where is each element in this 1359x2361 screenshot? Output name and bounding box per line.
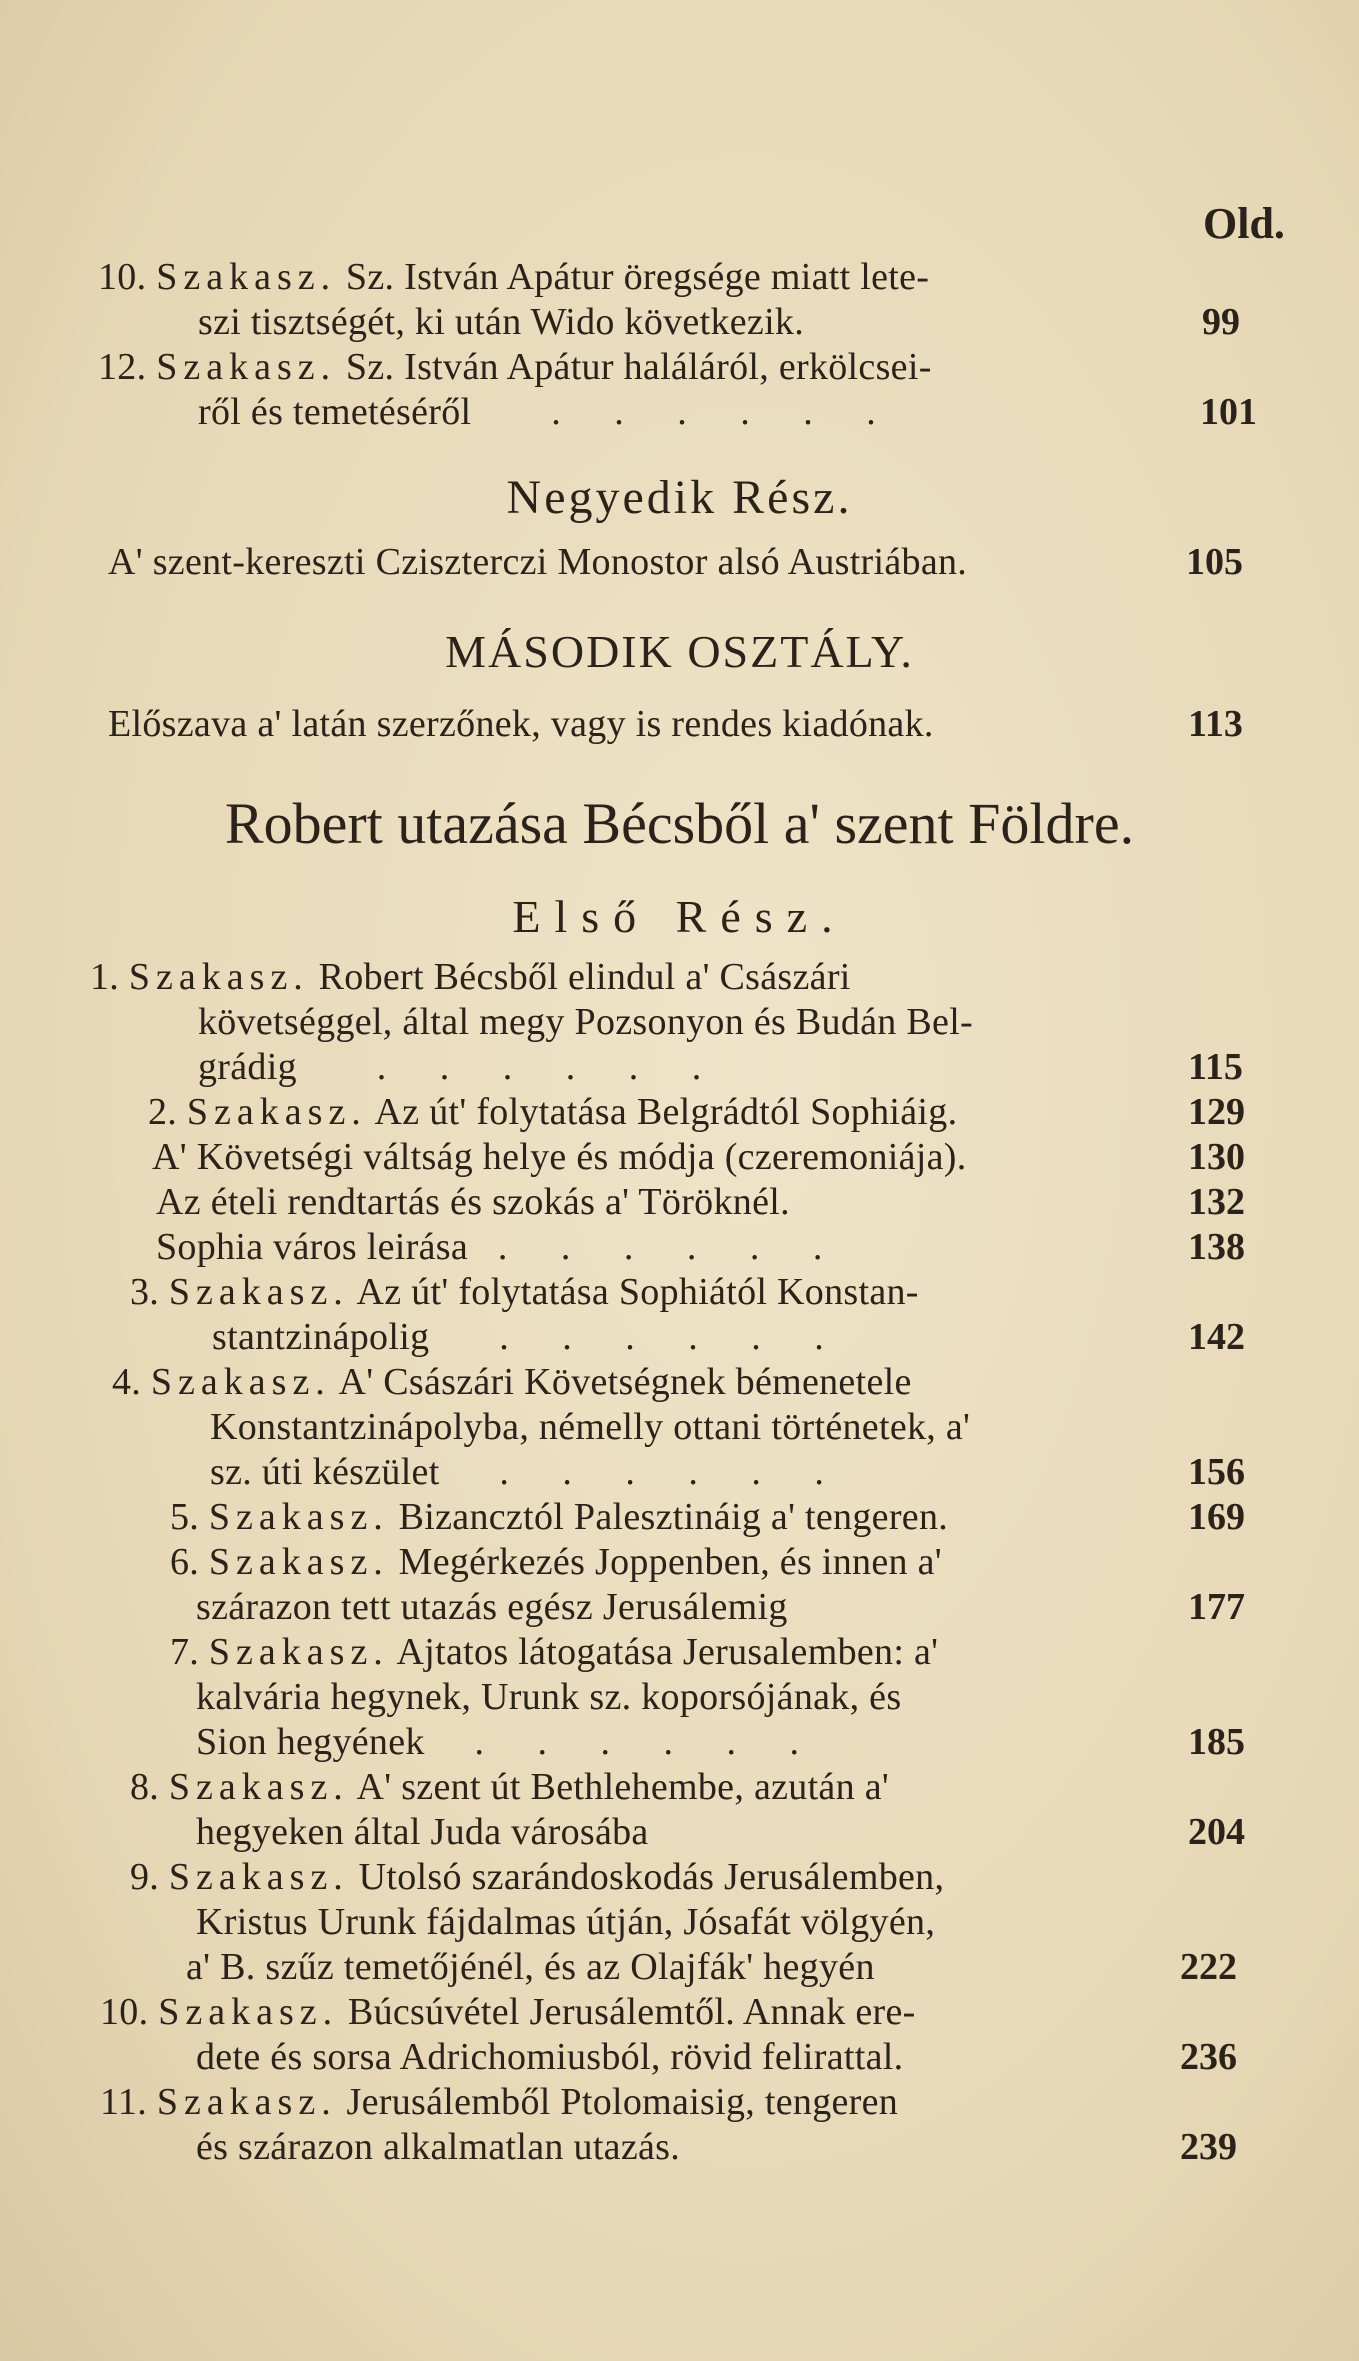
entry-number: 4. (112, 1361, 142, 1403)
entry-label: Szakasz. (158, 1991, 339, 2033)
entry-number: 7. (170, 1631, 200, 1673)
entry-number: 12. (98, 346, 147, 388)
toc-entry-10-line-1 (98, 255, 929, 299)
toc-entry-1-line-3 (198, 1045, 723, 1089)
entry-text: Sz. István Apátur öregsége miatt lete- (345, 256, 930, 298)
entry-page-number: 236 (1180, 2036, 1237, 2078)
entry-number: 9. (130, 1856, 160, 1898)
entry-page-number: 99 (1202, 301, 1240, 343)
toc-entry-5 (170, 1495, 948, 1539)
entry-number: 1. (90, 956, 120, 998)
entry-text: hegyeken által Juda városába (196, 1811, 649, 1853)
entry-page-number: 101 (1200, 391, 1257, 433)
entry-page-number: 177 (1188, 1586, 1245, 1628)
entry-text: Ajtatos látogatása Jerusalemben: a' (396, 1631, 939, 1673)
entry-number: 5. (170, 1496, 200, 1538)
dot-leader: . . . . . . (499, 1316, 846, 1358)
entry-label: Szakasz. (168, 1271, 349, 1313)
part-heading: Első Rész. (512, 891, 847, 942)
toc-entry-1-line-2: követséggel, által megy Pozsonyon és Budán Bel- (198, 1001, 974, 1043)
entry-label: Szakasz. (208, 1496, 389, 1538)
toc-entry-9-line-1 (130, 1855, 944, 1899)
main-title: Robert utazása Bécsből a' szent Földre. (224, 791, 1135, 856)
toc-entry-2 (148, 1090, 957, 1134)
entry-text: Búcsúvétel Jerusálemtől. Annak ere- (347, 1991, 916, 2033)
entry-text: ről és temetéséről (198, 391, 472, 433)
entry-page-number: 185 (1188, 1721, 1245, 1763)
entry-page-number: 222 (1180, 1946, 1237, 1988)
entry-text: A' Császári Követségnek bémenetele (338, 1361, 912, 1403)
dot-leader: . . . . . . (497, 1226, 845, 1268)
entry-label: Szakasz. (208, 1631, 389, 1673)
entry-label: Szakasz. (128, 956, 309, 998)
page-column-label: Old. (1203, 199, 1285, 248)
toc-entry-ransom: A' Követségi váltság helye és módja (czeremoniája). (152, 1136, 967, 1178)
dot-leader: . . . . . . (551, 391, 898, 433)
entry-page-number: 142 (1188, 1316, 1245, 1358)
entry-label: Szakasz. (156, 2081, 337, 2123)
entry-page-number: 115 (1188, 1046, 1243, 1088)
entry-label: Szakasz. (168, 1766, 349, 1808)
toc-entry-4-line-2: Konstantzinápolyba, némelly ottani történetek, a' (210, 1406, 971, 1448)
entry-text: Jerusálemből Ptolomaisig, tengeren (346, 2081, 899, 2123)
toc-entry-sophia (156, 1225, 844, 1269)
entry-number: 2. (148, 1091, 178, 1133)
entry-number: 10. (100, 1991, 149, 2033)
entry-text: Az út' folytatása Belgrádtól Sophiáig. (374, 1091, 958, 1133)
toc-entry-6-line-1 (170, 1540, 942, 1584)
entry-page-number: 239 (1180, 2126, 1237, 2168)
dot-leader: . . . . . . (499, 1451, 846, 1493)
toc-entry-preface: Előszava a' latán szerzőnek, vagy is rendes kiadónak. (108, 703, 934, 745)
toc-entry-7-line-2: kalvária hegynek, Urunk sz. koporsójának, és (196, 1676, 902, 1718)
toc-entry-monastery: A' szent-kereszti Cziszterczi Monostor alsó Austriában. (108, 541, 968, 583)
entry-text: Sz. István Apátur haláláról, erkölcsei- (345, 346, 932, 388)
entry-label: Szakasz. (208, 1541, 389, 1583)
toc-entry-11-line-1 (100, 2080, 898, 2124)
toc-entry-1-line-1 (90, 955, 851, 999)
entry-text: Megérkezés Joppenben, és innen a' (398, 1541, 942, 1583)
entry-number: 6. (170, 1541, 200, 1583)
dot-leader: . . . . . . (376, 1046, 724, 1088)
entry-page-number: 169 (1188, 1496, 1245, 1538)
toc-entry-7-line-1 (170, 1630, 938, 1674)
dot-leader: . . . . . . (474, 1721, 822, 1763)
entry-number: 8. (130, 1766, 160, 1808)
entry-label: Szakasz. (150, 1361, 331, 1403)
entry-page-number: 105 (1186, 541, 1243, 583)
entry-page-number: 130 (1188, 1136, 1245, 1178)
toc-entry-7-line-3 (196, 1720, 821, 1764)
entry-text: Sion hegyének (196, 1721, 425, 1763)
entry-text: A' szent út Bethlehembe, azután a' (356, 1766, 890, 1808)
toc-entry-8-line-2 (196, 1810, 649, 1854)
entry-text: Utolsó szarándoskodás Jerusálemben, (358, 1856, 945, 1898)
entry-number: 10. (98, 256, 147, 298)
toc-entry-6-line-2: szárazon tett utazás egész Jerusálemig (196, 1586, 788, 1628)
entry-text: Az út' folytatása Sophiától Konstan- (356, 1271, 919, 1313)
entry-text: stantzinápolig (212, 1316, 430, 1358)
toc-entry-9-line-2: Kristus Urunk fájdalmas útján, Jósafát völgyén, (196, 1901, 936, 1943)
class-heading: MÁSODIK OSZTÁLY. (445, 626, 914, 677)
entry-page-number: 204 (1188, 1811, 1245, 1853)
toc-entry-3-line-2 (212, 1315, 846, 1359)
toc-entry-dining: Az ételi rendtartás és szokás a' Töröknél. (156, 1181, 790, 1223)
entry-page-number: 129 (1188, 1091, 1245, 1133)
part-heading: Negyedik Rész. (506, 471, 853, 524)
entry-page-number: 138 (1188, 1226, 1245, 1268)
entry-page-number: 156 (1188, 1451, 1245, 1493)
entry-page-number: 132 (1188, 1181, 1245, 1223)
entry-number: 11. (100, 2081, 147, 2123)
toc-entry-4-line-3 (210, 1450, 846, 1494)
toc-entry-10b-line-2: dete és sorsa Adrichomiusból, rövid felirattal. (196, 2036, 904, 2078)
entry-label: Szakasz. (156, 346, 337, 388)
entry-text: Bizancztól Palesztináig a' tengeren. (398, 1496, 949, 1538)
entry-text: grádig (198, 1046, 297, 1088)
entry-label: Szakasz. (168, 1856, 349, 1898)
toc-entry-12-line-2 (198, 390, 898, 434)
entry-label: Szakasz. (186, 1091, 367, 1133)
toc-entry-12-line-1 (98, 345, 932, 389)
toc-entry-10-line-2 (198, 300, 804, 344)
toc-entry-10b-line-1 (100, 1990, 916, 2034)
entry-text: szi tisztségét, ki után Wido következik. (198, 301, 805, 343)
toc-entry-4-line-1 (112, 1360, 912, 1404)
toc-entry-8-line-1 (130, 1765, 889, 1809)
entry-number: 3. (130, 1271, 160, 1313)
entry-label: Szakasz. (156, 256, 337, 298)
toc-entry-11-line-2: és szárazon alkalmatlan utazás. (196, 2126, 681, 2168)
toc-entry-3-line-1 (130, 1270, 919, 1314)
entry-text: sz. úti készület (210, 1451, 440, 1493)
entry-text: Robert Bécsből elindul a' Császári (318, 956, 851, 998)
entry-text: Sophia város leirása (156, 1226, 469, 1268)
entry-page-number: 113 (1188, 703, 1243, 745)
toc-entry-9-line-3: a' B. szűz temetőjénél, és az Olajfák' hegyén (186, 1946, 875, 1988)
